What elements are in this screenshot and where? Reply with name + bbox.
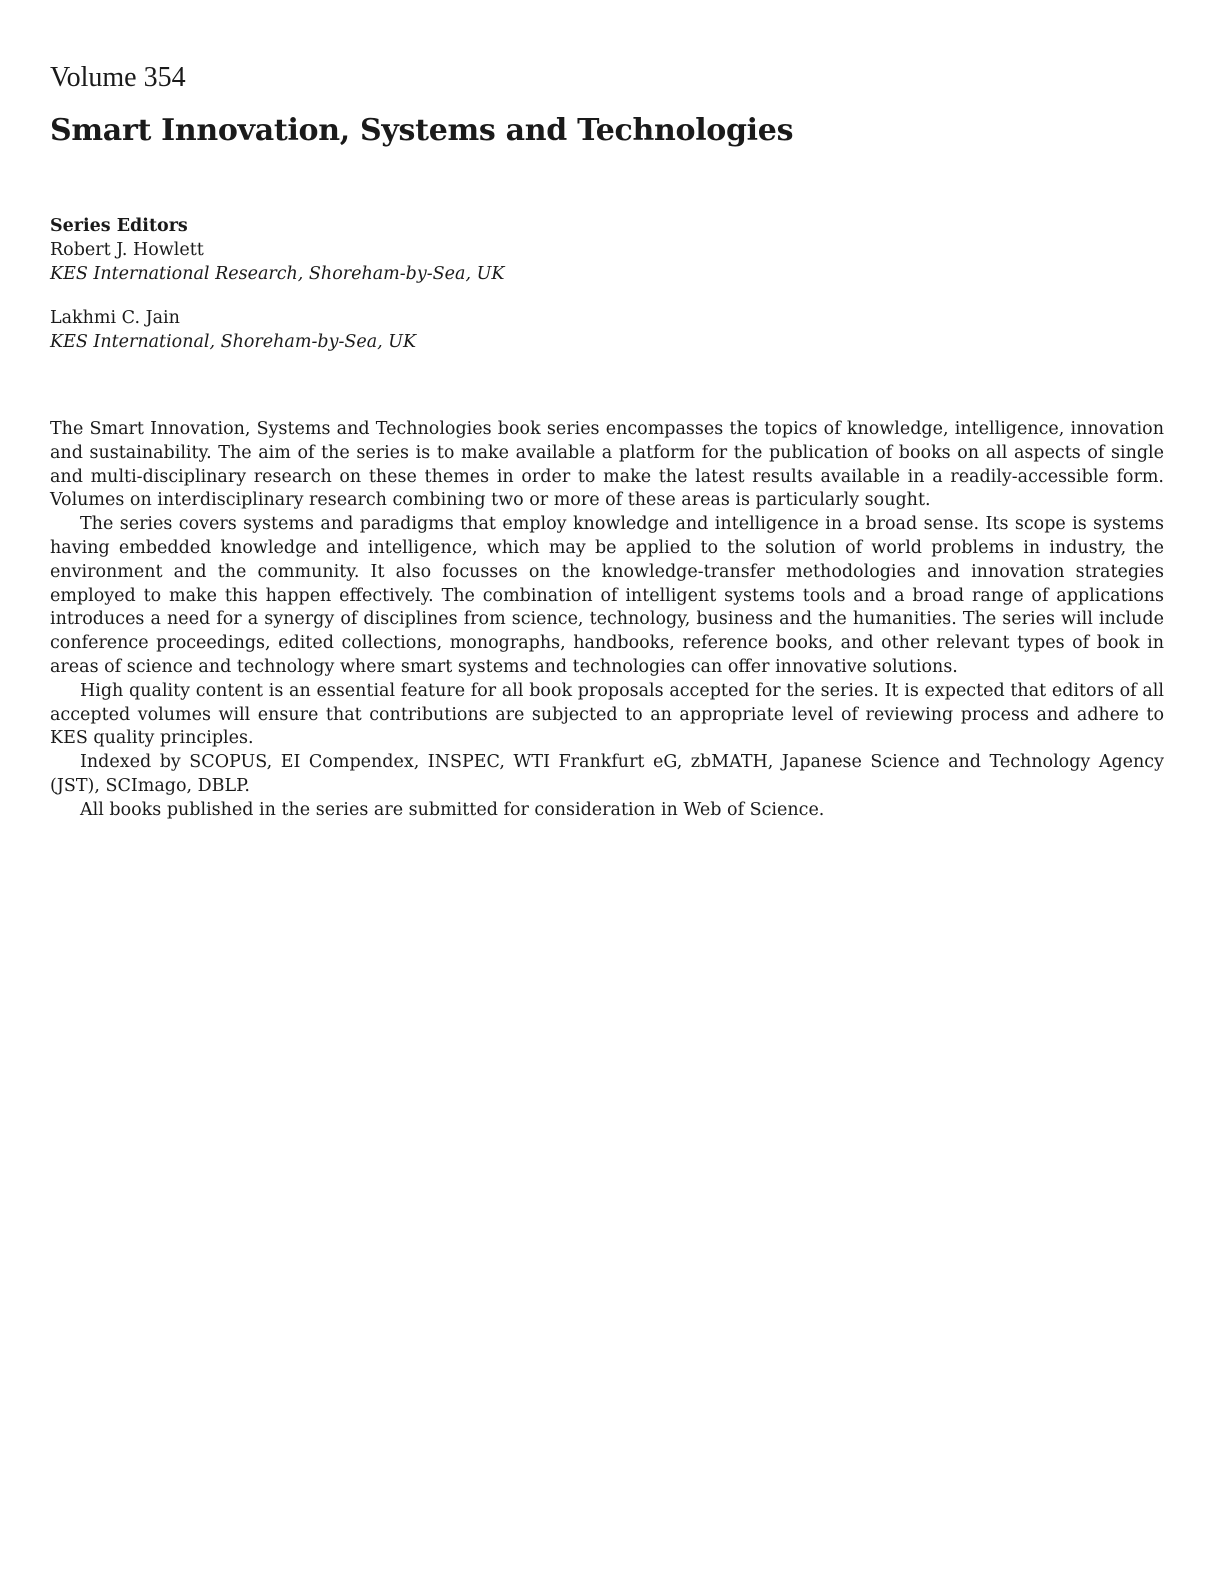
page bbox=[50, 60, 1164, 823]
description-paragraph: High quality content is an essential feature for all book proposals accepted for the series. It is expected that editors of all accepted volumes will ensure that contributions are subjected to an appropriate level of reviewing process and adhere to KES quality principles. bbox=[50, 680, 1164, 749]
series-editors bbox=[50, 214, 1164, 354]
editor-affiliation: KES International, Shoreham-by-Sea, UK bbox=[50, 332, 417, 352]
editor-name: Robert J. Howlett bbox=[50, 240, 204, 260]
editor-name: Lakhmi C. Jain bbox=[50, 308, 180, 328]
description-paragraph: The Smart Innovation, Systems and Technologies book series encompasses the topics of knowledge, intelligence, innovation and sustainability. The aim of the series is to make available a platform for the publication of books on all aspects of single and multi-disciplinary research on these themes in order to make the latest results available in a readily-accessible form. Volumes on interdisciplinary research combining two or more of these areas is particularly sought. bbox=[50, 419, 1164, 511]
volume-number: Volume 354 bbox=[50, 62, 186, 93]
series-title: Smart Innovation, Systems and Technologies bbox=[50, 113, 794, 148]
web-of-science-paragraph: All books published in the series are submitted for consideration in Web of Science. bbox=[80, 799, 825, 820]
series-editors-heading: Series Editors bbox=[50, 216, 188, 236]
description-paragraph: The series covers systems and paradigms that employ knowledge and intelligence in a broad sense. Its scope is systems having embedded knowledge and intelligence, which may be applied to the solution of world problems in industry, the environment and the community. It also focusses on the knowledge-transfer methodologies and innovation strategies employed to make this happen effectively. The combination of intelligent systems tools and a broad range of applications introduces a need for a synergy of disciplines from science, technology, business and the humanities. The series will include conference proceedings, edited collections, monographs, handbooks, reference books, and other relevant types of book in areas of science and technology where smart systems and technologies can offer innovative solutions. bbox=[50, 514, 1164, 677]
editor-entry bbox=[50, 238, 1164, 286]
editor-entry bbox=[50, 306, 1164, 354]
series-description bbox=[50, 418, 1164, 823]
indexing-paragraph: Indexed by SCOPUS, EI Compendex, INSPEC, WTI Frankfurt eG, zbMATH, Japanese Science and Technology Agency (JST), SCImago, DBLP. bbox=[50, 752, 1164, 796]
editor-affiliation: KES International Research, Shoreham-by-Sea, UK bbox=[50, 264, 505, 284]
